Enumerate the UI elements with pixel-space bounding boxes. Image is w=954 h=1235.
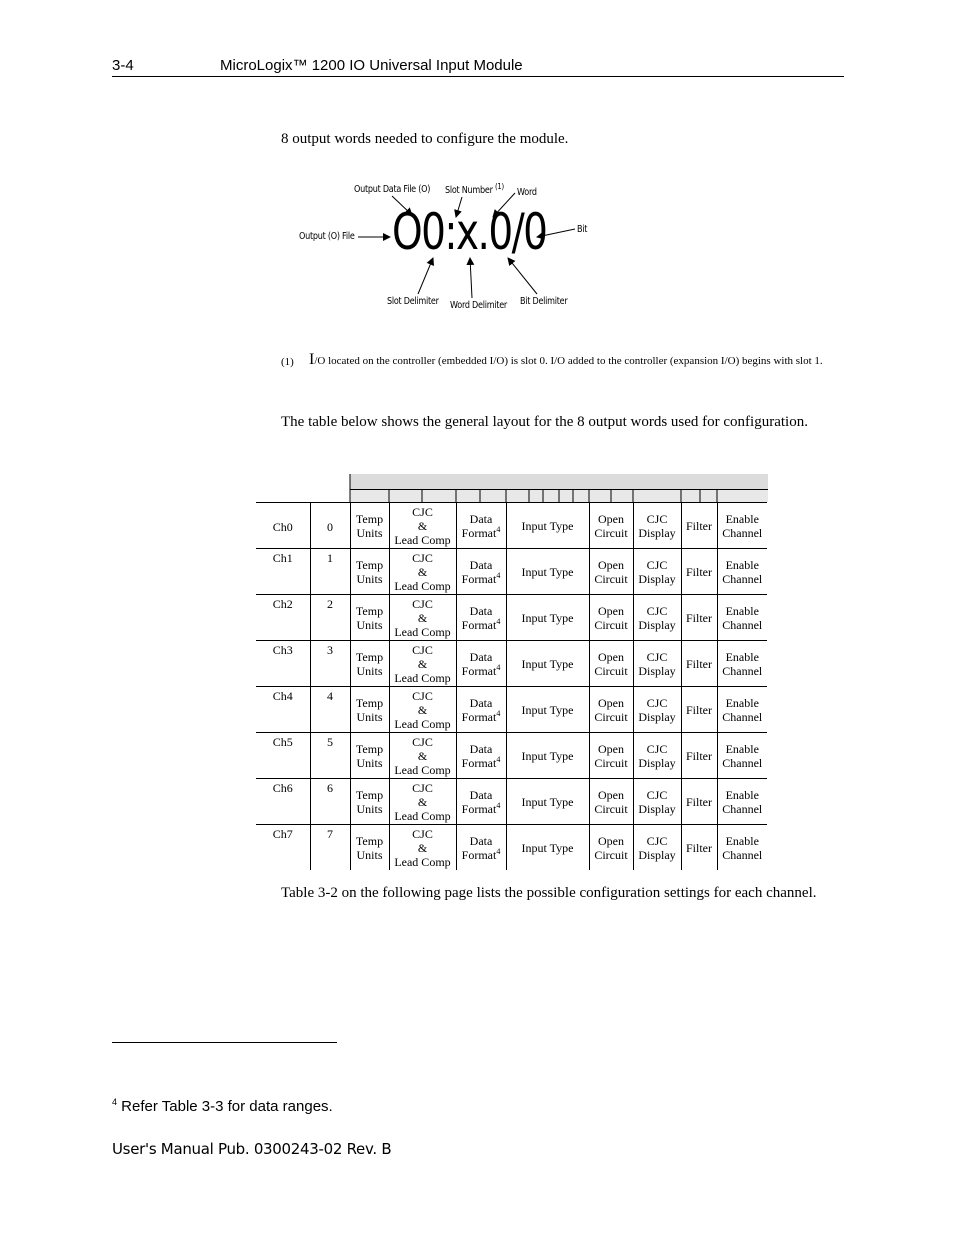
cjc-display-cell: CJC Display [633, 825, 681, 871]
cjc-lead-comp-cell: CJC & Lead Comp [389, 733, 456, 779]
table-row [256, 595, 767, 641]
table-row [256, 549, 767, 595]
temp-units-cell: Temp Units [350, 779, 389, 825]
input-type-cell: Input Type [506, 595, 589, 641]
temp-units-cell: Temp Units [350, 503, 389, 549]
enable-channel-cell: Enable Channel [717, 733, 767, 779]
note-text: I/O located on the controller (embedded I/O) is slot 0. I/O added to the controller (expansion I/O) begins with slot 1. [309, 351, 823, 368]
word-cell: 6 [310, 779, 350, 825]
input-type-cell: Input Type [506, 779, 589, 825]
table-row [256, 825, 767, 871]
word-cell: 2 [310, 595, 350, 641]
page-number: 3-4 [112, 57, 134, 74]
channel-cell: Ch7 [256, 825, 310, 871]
table-body [256, 503, 767, 871]
cjc-display-cell: CJC Display [633, 549, 681, 595]
word-cell: 3 [310, 641, 350, 687]
temp-units-cell: Temp Units [350, 595, 389, 641]
bit-header-grid [0, 0, 954, 520]
data-format-cell: Data Format$^4$ [456, 503, 506, 549]
filter-cell: Filter [681, 549, 717, 595]
data-format-cell: Data Format$^4$ [456, 733, 506, 779]
enable-channel-cell: Enable Channel [717, 641, 767, 687]
enable-channel-cell: Enable Channel [717, 503, 767, 549]
table-followup-text: Table 3-2 on the following page lists the possible configuration settings for each channel. [281, 885, 817, 901]
temp-units-cell: Temp Units [350, 825, 389, 871]
table-intro-text: The table below shows the general layout for the 8 output words used for configuration. [281, 414, 808, 430]
input-type-cell: Input Type [506, 733, 589, 779]
cjc-display-cell: CJC Display [633, 733, 681, 779]
word-cell: 7 [310, 825, 350, 871]
data-format-cell: Data Format$^4$ [456, 641, 506, 687]
table-row [256, 503, 767, 549]
open-circuit-cell: Open Circuit [589, 503, 633, 549]
temp-units-cell: Temp Units [350, 549, 389, 595]
intro-text: 8 output words needed to configure the module. [281, 131, 569, 147]
open-circuit-cell: Open Circuit [589, 733, 633, 779]
data-format-cell: Data Format$^4$ [456, 549, 506, 595]
filter-cell: Filter [681, 733, 717, 779]
page-footer: User's Manual Pub. 0300243-02 Rev. B [112, 1140, 392, 1158]
filter-cell: Filter [681, 825, 717, 871]
cjc-display-cell: CJC Display [633, 503, 681, 549]
label-bit-delimiter: Bit Delimiter [520, 296, 568, 307]
footnote-rule [112, 1042, 337, 1043]
channel-cell: Ch0 [256, 503, 310, 549]
input-type-cell: Input Type [506, 641, 589, 687]
enable-channel-cell: Enable Channel [717, 595, 767, 641]
data-format-cell: Data Format$^4$ [456, 779, 506, 825]
enable-channel-cell: Enable Channel [717, 549, 767, 595]
filter-cell: Filter [681, 595, 717, 641]
cjc-lead-comp-cell: CJC & Lead Comp [389, 503, 456, 549]
temp-units-cell: Temp Units [350, 641, 389, 687]
channel-cell: Ch4 [256, 687, 310, 733]
input-type-cell: Input Type [506, 825, 589, 871]
cjc-display-cell: CJC Display [633, 779, 681, 825]
open-circuit-cell: Open Circuit [589, 825, 633, 871]
channel-cell: Ch2 [256, 595, 310, 641]
label-output-file: Output (O) File [299, 231, 355, 242]
cjc-display-cell: CJC Display [633, 595, 681, 641]
filter-cell: Filter [681, 687, 717, 733]
temp-units-cell: Temp Units [350, 687, 389, 733]
label-slot-number: Slot Number $^{(1)}$ [445, 181, 504, 196]
table-row [256, 641, 767, 687]
word-cell: 1 [310, 549, 350, 595]
enable-channel-cell: Enable Channel [717, 779, 767, 825]
data-format-cell: Data Format$^4$ [456, 595, 506, 641]
input-type-cell: Input Type [506, 687, 589, 733]
label-word: Word [517, 187, 537, 198]
data-format-cell: Data Format$^4$ [456, 825, 506, 871]
input-type-cell: Input Type [506, 503, 589, 549]
channel-cell: Ch5 [256, 733, 310, 779]
cjc-display-cell: CJC Display [633, 687, 681, 733]
label-word-delimiter: Word Delimiter [450, 300, 507, 311]
channel-cell: Ch6 [256, 779, 310, 825]
enable-channel-cell: Enable Channel [717, 687, 767, 733]
label-slot-delimiter: Slot Delimiter [387, 296, 439, 307]
open-circuit-cell: Open Circuit [589, 687, 633, 733]
data-format-cell: Data Format$^4$ [456, 687, 506, 733]
word-cell: 0 [310, 503, 350, 549]
input-type-cell: Input Type [506, 549, 589, 595]
header-shade-top [350, 474, 768, 489]
filter-cell: Filter [681, 779, 717, 825]
label-output-data-file: Output Data File (O) [354, 184, 431, 195]
note-number: (1) [281, 356, 294, 368]
cjc-lead-comp-cell: CJC & Lead Comp [389, 825, 456, 871]
open-circuit-cell: Open Circuit [589, 779, 633, 825]
filter-cell: Filter [681, 503, 717, 549]
cjc-display-cell: CJC Display [633, 641, 681, 687]
cjc-lead-comp-cell: CJC & Lead Comp [389, 779, 456, 825]
cjc-lead-comp-cell: CJC & Lead Comp [389, 595, 456, 641]
output-word-layout-table [256, 502, 767, 870]
temp-units-cell: Temp Units [350, 733, 389, 779]
enable-channel-cell: Enable Channel [717, 825, 767, 871]
table-row [256, 779, 767, 825]
cjc-lead-comp-cell: CJC & Lead Comp [389, 549, 456, 595]
open-circuit-cell: Open Circuit [589, 549, 633, 595]
channel-cell: Ch3 [256, 641, 310, 687]
table-row [256, 733, 767, 779]
footnote: $^4$ Refer Table 3-3 for data ranges. [112, 1097, 333, 1115]
filter-cell: Filter [681, 641, 717, 687]
cjc-lead-comp-cell: CJC & Lead Comp [389, 641, 456, 687]
table-row [256, 687, 767, 733]
word-cell: 4 [310, 687, 350, 733]
page-header-title: MicroLogix™ 1200 IO Universal Input Module [220, 57, 523, 74]
cjc-lead-comp-cell: CJC & Lead Comp [389, 687, 456, 733]
label-bit: Bit [577, 224, 588, 235]
channel-cell: Ch1 [256, 549, 310, 595]
open-circuit-cell: Open Circuit [589, 595, 633, 641]
word-cell: 5 [310, 733, 350, 779]
address-format: O0:x.0/0 [392, 203, 547, 261]
open-circuit-cell: Open Circuit [589, 641, 633, 687]
